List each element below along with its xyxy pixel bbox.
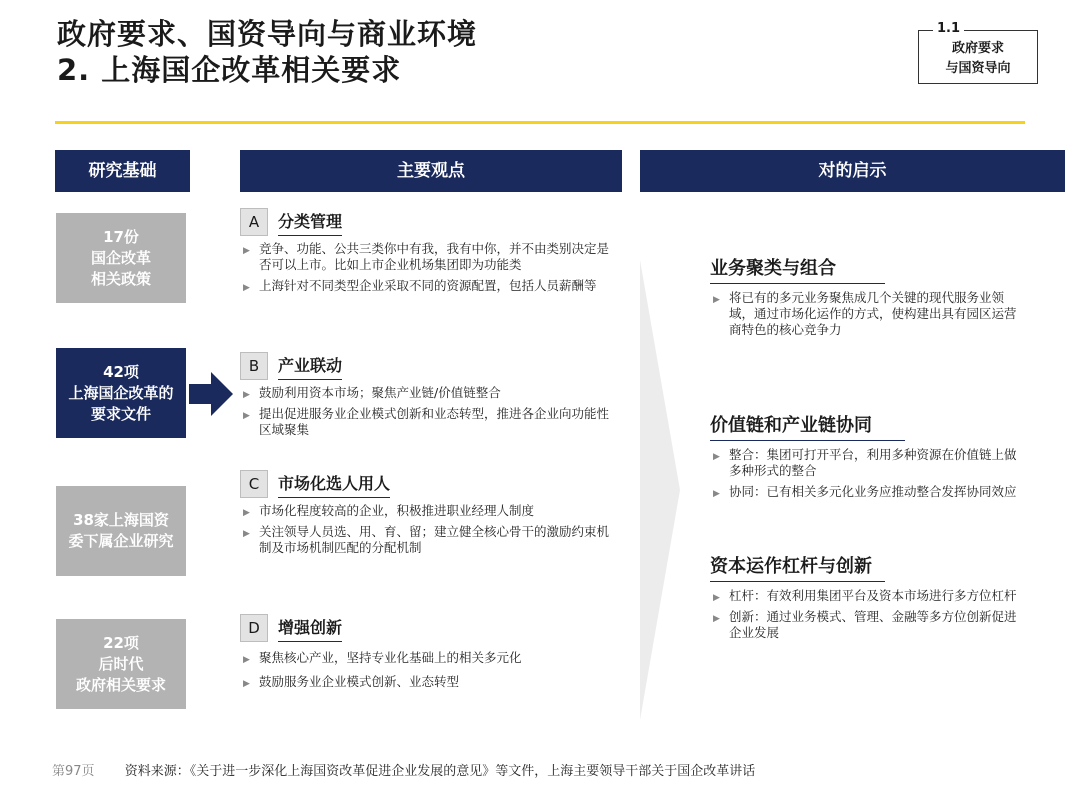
section-title: 产业联动 (278, 353, 342, 380)
implication-title: 业务聚类与组合 (710, 258, 885, 284)
divider-rule (55, 121, 1025, 124)
implication-section (710, 258, 1020, 338)
section-badge-line2: 与国资导向 (945, 61, 1011, 76)
bullet-item: ▶ 杠杆：有效利用集团平台及资本市场进行多方位杠杆 (710, 588, 1020, 604)
basis-box-enterprises (56, 486, 186, 576)
section-title: 增强创新 (278, 615, 342, 642)
bullet-triangle-icon: ▶ (713, 452, 720, 462)
bullet-item: ▶ 将已有的多元业务聚焦成几个关键的现代服务业领域，通过市场化运作的方式，使构建出具有园区运营商特色的核心竞争力 (713, 290, 1017, 337)
bullet-item: ▶ 协同：已有相关多元化业务应推动整合发挥协同效应 (710, 484, 1020, 500)
bullet-item: ▶ 整合：集团可打开平台，利用多种资源在价值链上做多种形式的整合 (713, 447, 1017, 478)
source-note: 资料来源：《关于进一步深化上海国资改革促进企业发展的意见》等文件，上海主要领导干部关于国企改革讲话 (124, 764, 756, 779)
view-section-b (240, 352, 615, 438)
bullet-item: ▶ 鼓励服务业企业模式创新、业态转型 (240, 674, 615, 690)
header-research-basis: 研究基础 (55, 150, 190, 192)
bullet-item: ▶ 聚焦核心产业，坚持专业化基础上的相关多元化 (240, 650, 615, 666)
bullet-triangle-icon: ▶ (713, 593, 720, 603)
view-section-c (240, 470, 615, 556)
bullet-triangle-icon: ▶ (243, 655, 250, 665)
basis-count: 22项 (103, 633, 139, 652)
section-number: 1.1 (933, 21, 964, 36)
basis-box-policies (56, 213, 186, 303)
bullet-triangle-icon: ▶ (713, 295, 720, 305)
section-letter: B (240, 352, 268, 380)
view-section-d (240, 614, 615, 690)
section-letter: A (240, 208, 268, 236)
basis-label: 相关政策 (90, 269, 151, 288)
right-arrow-icon (189, 372, 233, 416)
bullet-triangle-icon: ▶ (713, 489, 720, 499)
page-subtitle: 2. 上海国企改革相关要求 (57, 53, 402, 87)
implication-section (710, 415, 1020, 500)
section-title: 市场化选人用人 (278, 471, 390, 498)
header-main-views: 主要观点 (240, 150, 622, 192)
implication-title: 价值链和产业链协同 (710, 415, 905, 441)
bullet-item: ▶ 关注领导人员选、用、育、留；建立健全核心骨干的激励约束机制及市场机制匹配的分配机制 (243, 524, 610, 555)
basis-count: 38家上海国资 (73, 511, 169, 529)
basis-label: 国企改革 (90, 248, 151, 267)
bullet-triangle-icon: ▶ (243, 283, 250, 293)
page-number: 第97页 (52, 764, 95, 779)
basis-box-government (56, 619, 186, 709)
bullet-item: ▶ 上海针对不同类型企业采取不同的资源配置，包括人员薪酬等 (240, 278, 615, 294)
bullet-triangle-icon: ▶ (243, 246, 250, 256)
section-letter: C (240, 470, 268, 498)
footer (52, 760, 755, 779)
bullet-triangle-icon: ▶ (713, 614, 720, 624)
section-title: 分类管理 (278, 209, 342, 236)
bullet-item: ▶ 创新：通过业务模式、管理、金融等多方位创新促进企业发展 (713, 609, 1017, 640)
basis-count: 17份 (103, 227, 139, 246)
view-section-a (240, 208, 615, 294)
section-badge (918, 21, 1038, 84)
basis-label: 要求文件 (90, 404, 151, 423)
bullet-item: ▶ 市场化程度较高的企业，积极推进职业经理人制度 (240, 503, 615, 519)
section-letter: D (240, 614, 268, 642)
basis-label: 后时代 (98, 654, 144, 673)
bullet-triangle-icon: ▶ (243, 679, 250, 689)
implication-section (710, 556, 1020, 641)
basis-count: 42项 (103, 362, 139, 381)
chevron-arrow-icon (640, 260, 680, 720)
bullet-triangle-icon: ▶ (243, 508, 250, 518)
bullet-item: ▶ 鼓励利用资本市场；聚焦产业链/价值链整合 (240, 385, 615, 401)
page-title: 政府要求、国资导向与商业环境 (57, 17, 478, 51)
bullet-triangle-icon: ▶ (243, 390, 250, 400)
bullet-triangle-icon: ▶ (243, 411, 250, 421)
header-implications: 对的启示 (640, 150, 1065, 192)
bullet-item: ▶ 竞争、功能、公共三类你中有我，我有中你，并不由类别决定是否可以上市。比如上市企业机场集团即为功能类 (243, 241, 610, 272)
basis-label: 委下属企业研究 (68, 532, 174, 550)
basis-label: 政府相关要求 (75, 675, 166, 694)
section-badge-line1: 政府要求 (951, 41, 1004, 56)
basis-box-requirements (56, 348, 186, 438)
bullet-triangle-icon: ▶ (243, 529, 250, 539)
bullet-item: ▶ 提出促进服务业企业模式创新和业态转型，推进各企业向功能性区域聚集 (243, 406, 610, 437)
implication-title: 资本运作杠杆与创新 (710, 556, 885, 582)
basis-label: 上海国企改革的 (68, 383, 174, 402)
